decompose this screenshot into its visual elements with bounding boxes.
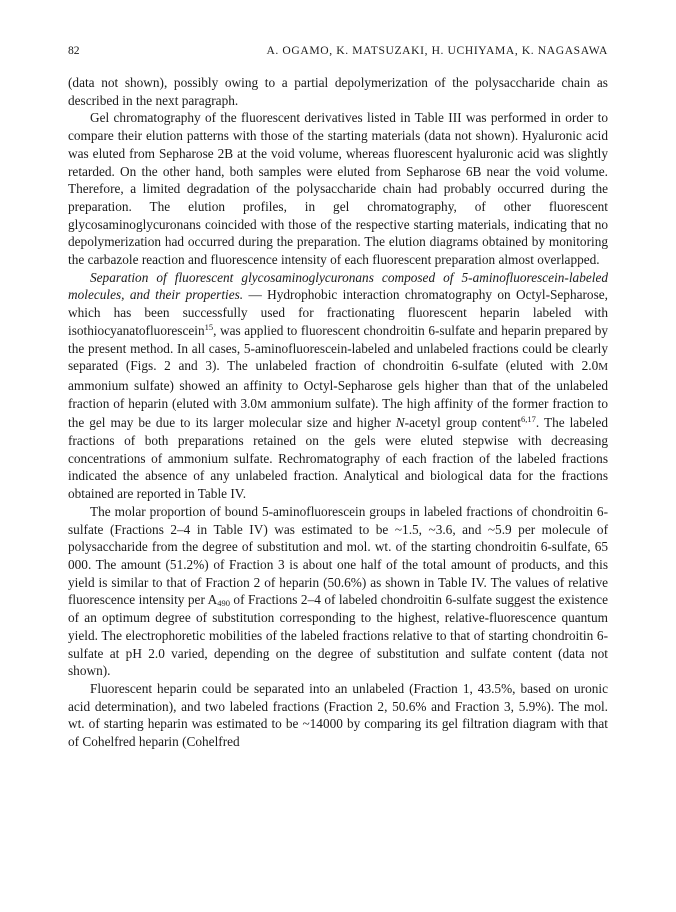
reference-superscript: 15: [204, 321, 214, 332]
text-segment: -acetyl group content: [404, 415, 521, 431]
page-header: [68, 44, 608, 62]
paragraph-2: Gel chromatography of the fluorescent derivatives listed in Table III was performed in order to compare their elution patterns with those of the starting materials (data not shown). Hyaluronic acid was eluted from Sepharose 2B at the void volume, whereas fluorescent hyaluronic acid was slightly retarded. On the other hand, both samples were eluted from Sepharose 6B near the void volume. Therefore, a limited degradation of the polysaccharide chain had probably occurred during the preparation. The elution profiles, in gel chromatography, of other fluorescent glycosaminoglycuronans coincided with those of the respective starting materials, indicating that no depolymerization had occurred during the preparation. The elution diagrams obtained by monitoring the carbazole reaction and fluorescence intensity of each fluorescent preparation almost overlapped.: [68, 110, 608, 268]
text-segment: ammonium sulfate) showed an affinity to Octyl-Sepharose gels higher than that of the unlabeled fraction of heparin (eluted with 3.0: [68, 377, 608, 411]
paragraph-4: [68, 503, 608, 680]
running-title: A. OGAMO, K. MATSUZAKI, H. UCHIYAMA, K. NAGASAWA: [266, 44, 608, 57]
wavelength-subscript: 490: [217, 598, 230, 609]
text-segment: The molar proportion of bound 5-aminofluorescein groups in labeled fractions of chondroitin 6-sulfate (Fractions 2–4 in Table IV) was estimated to be ~1.5, ~3.6, and ~5.9 per molecule of polysaccharide from the degree of substitution and mol. wt. of the starting chondroitin 6-sulfate, 65 000. The amount (51.2%) of Fraction 3 is about one half of the total amount of products, and this yield is similar to that of Fraction 2 of heparin (50.6%) as shown in Table IV. The values of relative fluorescence intensity per A: [68, 503, 608, 608]
molar-unit: M: [257, 398, 267, 411]
molar-unit: M: [598, 361, 608, 374]
italic-n: N: [395, 415, 405, 431]
paragraph-3: [68, 269, 608, 503]
reference-superscript: 6,17: [520, 414, 536, 425]
paragraph-1: (data not shown), possibly owing to a partial depolymerization of the polysaccharide chain as described in the next paragraph.: [68, 75, 608, 108]
body-text: [68, 74, 608, 751]
page-number: 82: [68, 44, 80, 57]
section-heading: Separation of fluorescent glycosaminoglycuronans composed of 5-aminofluorescein-labeled molecules, and their properties.: [68, 269, 608, 303]
paragraph-5: Fluorescent heparin could be separated into an unlabeled (Fraction 1, 43.5%, based on uronic acid determination), and two labeled fractions (Fraction 2, 50.6% and Fraction 3, 5.9%). The mol. wt. of starting heparin was estimated to be ~14000 by comparing its gel filtration diagram with that of Cohelfred heparin (Cohelfred: [68, 680, 608, 750]
text-segment: of Fractions 2–4 of labeled chondroitin 6-sulfate suggest the existence of an optimum degree of substitution corresponding to the highest, relative-fluorescence quantum yield. The electrophoretic mobilities of the labeled fractions relative to that of starting chondroitin 6-sulfate at pH 2.0 varied, depending on the degree of substitution and sulfate content (data not shown).: [68, 592, 608, 679]
text-segment: Hydrophobic interaction chromatography on Octyl-Sepharose, which has been successfully used for fractionating fluorescent heparin labeled with isothiocyanatofluorescein: [68, 287, 608, 338]
text-segment: , was applied to fluorescent chondroitin 6-sulfate and heparin prepared by the present method. In all cases, 5-aminofluorescein-labeled and unlabeled fractions could be clearly separated (Figs. 2 and 3). The unlabeled fraction of chondroitin 6-sulfate (eluted with 2.0: [68, 322, 608, 374]
text-segment: ammonium sulfate). The high affinity of the former fraction to the gel may be due to its larger molecular size and higher: [68, 395, 608, 431]
text-segment: . The labeled fractions of both preparations retained on the gels were eluted stepwise with decreasing concentrations of ammonium sulfate. Rechromatography of each fraction of the labeled fractions indicated the absence of any unlabeled fraction. Analytical and biological data for the fractions obtained are reported in Table IV.: [68, 415, 609, 502]
heading-dash: —: [243, 287, 268, 303]
